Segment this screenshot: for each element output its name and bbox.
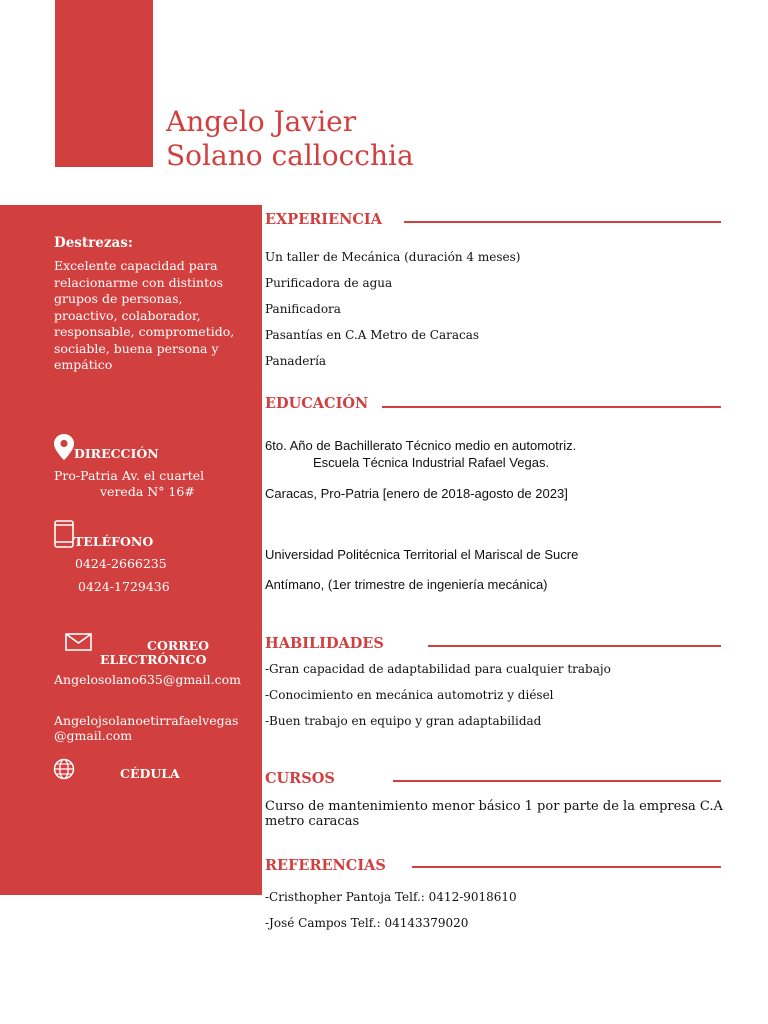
address-line-1: Pro-Patria Av. el cuartel [54, 468, 205, 483]
phone-number-1: 0424-2666235 [75, 556, 167, 571]
name-line-1: Angelo Javier [166, 105, 357, 138]
page-title [166, 105, 414, 173]
address-line-2: vereda N° 16# [100, 484, 195, 499]
skills-divider [428, 645, 721, 647]
skills-heading-main: HABILIDADES [265, 635, 384, 652]
email-heading-1: CORREO [147, 638, 210, 653]
courses-heading: CURSOS [265, 770, 335, 787]
education-line-5: Antímano, (1er trimestre de ingeniería mecánica) [265, 577, 548, 592]
experience-item: Un taller de Mecánica (duración 4 meses) [265, 250, 521, 264]
id-heading: CÉDULA [120, 766, 180, 781]
education-line-4: Universidad Politécnica Territorial el Mariscal de Sucre [265, 547, 579, 562]
experience-item: Panificadora [265, 302, 341, 316]
experience-item: Panadería [265, 354, 327, 368]
experience-heading: EXPERIENCIA [265, 211, 382, 228]
education-line-3: Caracas, Pro-Patria [enero de 2018-agosto de 2023] [265, 486, 568, 501]
education-line-2: Escuela Técnica Industrial Rafael Vegas. [313, 455, 550, 470]
phone-number-2: 0424-1729436 [78, 579, 170, 594]
skills-description: Excelente capacidad para relacionarme con distintos grupos de personas, proactivo, colaborador, responsable, comprometido, sociable, buena persona y empático [54, 258, 235, 372]
experience-item: Pasantías en C.A Metro de Caracas [265, 328, 480, 342]
email-address-2-line-1: Angelojsolanoetirrafaelvegas [54, 713, 239, 728]
courses-divider [393, 780, 721, 782]
education-heading: EDUCACIÓN [265, 395, 369, 412]
course-line-2: metro caracas [265, 814, 360, 829]
globe-icon [53, 758, 75, 780]
name-line-2: Solano callocchia [166, 139, 414, 172]
location-pin-icon [54, 434, 74, 460]
header-accent-block [55, 0, 153, 167]
education-line-1: 6to. Año de Bachillerato Técnico medio en automotriz. [265, 438, 577, 453]
education-divider [382, 406, 721, 408]
reference-item: -José Campos Telf.: 04143379020 [265, 916, 469, 930]
skills-heading: Destrezas: [54, 235, 133, 251]
address-heading: DIRECCIÓN [74, 446, 159, 461]
course-line-1: Curso de mantenimiento menor básico 1 por parte de la empresa C.A [265, 799, 723, 814]
email-address-1: Angelosolano635@gmail.com [54, 672, 241, 687]
experience-divider [404, 221, 721, 223]
references-heading: REFERENCIAS [265, 857, 386, 874]
references-divider [412, 866, 721, 868]
envelope-icon [65, 633, 92, 651]
skill-item: -Conocimiento en mecánica automotriz y diésel [265, 688, 554, 702]
reference-item: -Cristhopher Pantoja Telf.: 0412-9018610 [265, 890, 517, 904]
phone-icon [54, 520, 74, 548]
email-address-2-line-2: @gmail.com [54, 728, 133, 743]
skill-item: -Gran capacidad de adaptabilidad para cualquier trabajo [265, 662, 611, 676]
experience-item: Purificadora de agua [265, 276, 393, 290]
email-heading-2: ELECTRÓNICO [100, 652, 207, 667]
skill-item: -Buen trabajo en equipo y gran adaptabilidad [265, 714, 542, 728]
sidebar [0, 205, 262, 895]
phone-heading: TELÉFONO [74, 534, 154, 549]
